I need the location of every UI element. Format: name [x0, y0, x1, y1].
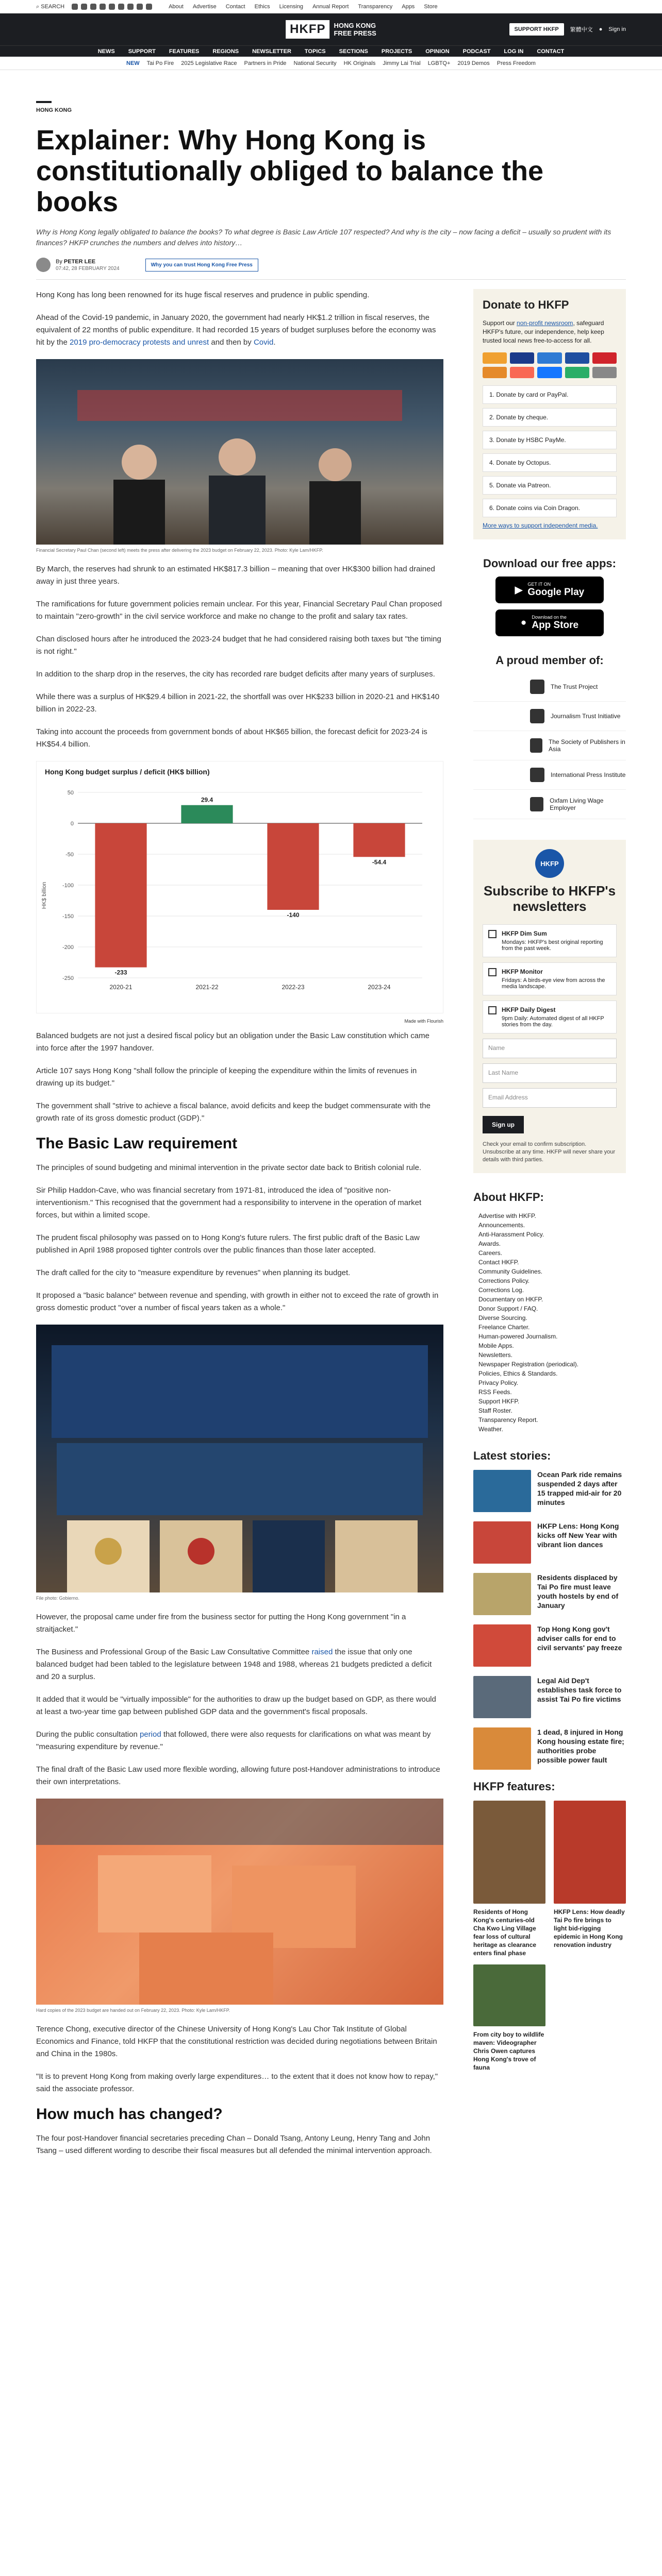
feature-thumb — [473, 1964, 545, 2026]
x-icon[interactable] — [81, 4, 87, 10]
app-store-button[interactable]: ● Download on the App Store — [495, 609, 604, 636]
patreon-icon — [510, 367, 534, 378]
photo-caption: Hard copies of the 2023 budget are handed out on February 22, 2023. Photo: Kyle Lam/HKFP. — [36, 2008, 230, 2013]
utility-link[interactable]: Transparency — [358, 4, 393, 10]
feature-headline[interactable]: From city boy to wildlife maven: Videographer Chris Owen captures Hong Kong's trove of fauna — [473, 2031, 544, 2071]
paragraph: Hong Kong has long been renowned for its huge fiscal reserves and prudence in public spending. — [36, 291, 370, 299]
subnav-new-label: NEW — [126, 60, 140, 66]
article-standfirst: Why is Hong Kong legally obligated to balance the books? To what degree is Basic Law Article 107 respected? And why is the city – now facing a deficit – usually so prudent with its finances? HKFP crunches the numbers and delves into history… — [36, 228, 611, 247]
apple-icon: ● — [520, 617, 527, 628]
nav-item[interactable]: NEWS — [97, 48, 115, 55]
newsletter-desc: Fridays: A birds-eye view from across the media landscape. — [502, 977, 605, 990]
paragraph: The final draft of the Basic Law used more flexible wording, allowing future post-Handover administrations to introduce their own interpretations. — [36, 1765, 440, 1786]
utility-links — [169, 4, 438, 10]
subnav-item[interactable]: LGBTQ+ — [427, 60, 451, 66]
about-link[interactable]: Corrections Policy. — [478, 1277, 530, 1284]
octopus-icon — [483, 367, 507, 378]
rss-icon[interactable] — [146, 4, 152, 10]
publish-date: 07:42, 28 FEBRUARY 2024 — [56, 265, 120, 272]
story-headline[interactable]: HKFP Lens: Hong Kong kicks off New Year with vibrant lion dances — [537, 1522, 619, 1549]
about-link[interactable]: Mobile Apps. — [478, 1342, 514, 1349]
photo-caption: File photo: Gobierno. — [36, 1596, 80, 1601]
latest-title: Latest stories: — [473, 1449, 551, 1462]
newsletter-desc: 9pm Daily: Automated digest of all HKFP stories from the day. — [502, 1015, 604, 1028]
about-link[interactable]: Weather. — [478, 1426, 503, 1433]
x-tick-label: 2020-21 — [109, 984, 133, 991]
feature-thumb — [554, 1801, 626, 1904]
data-label: -140 — [287, 911, 300, 919]
paragraph: The ramifications for future government policies remain unclear. For this year, Financial Secretary Paul Chan proposed to maintain "zero-growth" in the civil service workforce and make no change to the profit and salary tax rates. — [36, 600, 442, 621]
threads-icon[interactable] — [100, 4, 106, 10]
nav-item[interactable]: TOPICS — [304, 48, 326, 55]
section-heading: How much has changed? — [36, 2106, 223, 2123]
facebook-icon[interactable] — [72, 4, 78, 10]
paragraph: It proposed a "basic balance" between revenue and spending, with growth in either not to exceed the rate of growth in gross domestic product "over a number of fiscal years taken as a whole." — [36, 1291, 439, 1312]
utility-link[interactable]: Store — [424, 4, 438, 10]
bar — [181, 805, 233, 823]
newsletter-panel — [473, 840, 626, 1173]
telegram-icon[interactable] — [127, 4, 134, 10]
member-logo-item[interactable] — [473, 672, 626, 702]
mastercard-icon — [483, 352, 507, 364]
donate-option[interactable]: 4. Donate by Octopus. — [483, 453, 617, 472]
photo-caption: Financial Secretary Paul Chan (second left) meets the press after delivering the 2023 budget on February 22, 2023. Photo: Kyle Lam/HKFP. — [36, 548, 323, 553]
about-link[interactable]: Newspaper Registration (periodical). — [478, 1361, 579, 1368]
member-logo-item[interactable] — [473, 790, 626, 819]
paragraph: It added that it would be "virtually impossible" for the authorities to draw up the budget based on GDP, as there would at least a two-year time gap between published GDP data and the government's fiscal proposals. — [36, 1695, 436, 1716]
article-photo-1 — [36, 359, 443, 545]
about-link[interactable]: Support HKFP. — [478, 1398, 520, 1405]
about-link[interactable]: Careers. — [478, 1249, 503, 1257]
paragraph: By March, the reserves had shrunk to an estimated HK$817.3 billion – meaning that over HK$300 billion had drained away in just three years. — [36, 565, 435, 586]
nav-item[interactable]: NEWSLETTER — [252, 48, 291, 55]
features-section — [473, 1780, 626, 2072]
inline-link[interactable]: raised — [311, 1648, 333, 1656]
subscribe-note: Check your email to confirm subscription. Unsubscribe at any time. HKFP will never share your details with third parties. — [483, 1141, 616, 1163]
newsletter-option[interactable] — [483, 1001, 617, 1033]
paragraph: The Business and Professional Group of the Basic Law Consultative Committee raised the issue that only one balanced budget had been tabled to the legislature between 1948 and 1988, whereas 21 budgets predicted a deficit and 20 a surplus. — [36, 1648, 432, 1681]
paragraph: Terence Chong, executive director of the Chinese University of Hong Kong's Lau Chor Tak Institute of Global Economics and Finance, told HKFP that the constitutional restriction was decided during negotiations between Britain and China in the 1980s. — [36, 2025, 437, 2058]
brand-header — [0, 13, 662, 45]
alipay-icon — [537, 367, 561, 378]
inline-link[interactable]: 2019 pro-democracy protests and unrest — [70, 338, 209, 347]
story-item[interactable] — [473, 1727, 626, 1770]
story-item[interactable] — [473, 1624, 626, 1667]
paypal-icon — [565, 352, 589, 364]
google-play-button[interactable]: ▶ GET IT ON Google Play — [495, 577, 604, 603]
signup-button[interactable]: Sign up — [483, 1116, 524, 1133]
about-link[interactable]: Policies, Ethics & Standards. — [478, 1370, 558, 1377]
support-button[interactable]: SUPPORT HKFP — [509, 23, 564, 36]
newsletter-desc: Mondays: HKFP's best original reporting from the past week. — [502, 939, 603, 952]
paragraph: Article 107 says Hong Kong "shall follow the principle of keeping the expenditure within the limits of revenues in drawing up its budget." — [36, 1066, 417, 1088]
paragraph: The four post-Handover financial secretaries preceding Chan – Donald Tsang, Antony Leung, Henry Tang and John Tsang – used different wording to describe their fiscal measures but all defended the minimal intervention approach. — [36, 2134, 432, 2155]
article-category[interactable]: HONG KONG — [36, 107, 72, 113]
search-icon: ⌕ — [36, 3, 40, 10]
member-logo-item[interactable] — [473, 702, 626, 731]
about-link[interactable]: Diverse Sourcing. — [478, 1314, 527, 1321]
nav-item[interactable]: REGIONS — [212, 48, 239, 55]
member-logo-item[interactable] — [473, 731, 626, 760]
paragraph: The principles of sound budgeting and minimal intervention in the private sector date back to British colonial rule. — [36, 1163, 422, 1172]
checkbox[interactable] — [488, 968, 496, 976]
utility-link[interactable]: Ethics — [254, 4, 270, 10]
story-headline[interactable]: Ocean Park ride remains suspended 2 days after 15 trapped mid-air for 20 minutes — [537, 1470, 622, 1506]
utility-link[interactable]: Licensing — [279, 4, 304, 10]
article-photo-2 — [36, 1325, 443, 1592]
newsletter-name: HKFP Daily Digest — [502, 1006, 556, 1013]
last-name-input[interactable]: Last Name — [483, 1063, 617, 1083]
wechat-icon — [565, 367, 589, 378]
feature-thumb — [473, 1801, 545, 1904]
donate-option[interactable]: 6. Donate coins via Coin Dragon. — [483, 499, 617, 517]
paragraph: While there was a surplus of HK$29.4 billion in 2021-22, the shortfall was over HK$233 billion in 2020-21 and HK$140 billion in 2022-23. — [36, 692, 440, 714]
inline-link[interactable]: period — [139, 1730, 161, 1739]
member-logo-icon — [530, 797, 543, 811]
article-title: Explainer: Why Hong Kong is constitutionally obliged to balance the books — [36, 125, 544, 217]
subnav-item[interactable]: Tai Po Fire — [146, 60, 174, 66]
checkbox[interactable] — [488, 930, 496, 938]
google-play-icon: ▶ — [515, 584, 523, 596]
story-item[interactable] — [473, 1573, 626, 1615]
feature-headline[interactable]: Residents of Hong Kong's centuries-old Cha Kwo Ling Village fear loss of cultural heritage as clearance enters final phase — [473, 1908, 537, 1957]
paragraph: Chan disclosed hours after he introduced the 2023-24 budget that he had considered raising both taxes but "the timing is not right." — [36, 635, 441, 656]
author-name[interactable]: PETER LEE — [63, 258, 96, 265]
about-link[interactable]: Freelance Charter. — [478, 1324, 530, 1331]
email-icon[interactable] — [137, 4, 143, 10]
paragraph: The government shall "strive to achieve a fiscal balance, avoid deficits and keep the budget commensurate with the growth rate of its gross domestic product (GDP)." — [36, 1101, 431, 1123]
main-nav — [0, 45, 662, 57]
x-tick-label: 2021-22 — [195, 984, 219, 991]
story-item[interactable] — [473, 1676, 626, 1718]
story-thumb — [473, 1727, 531, 1770]
nav-item[interactable]: SECTIONS — [339, 48, 368, 55]
member-logo-icon — [530, 680, 544, 694]
y-tick-label: -50 — [65, 852, 74, 858]
story-thumb — [473, 1573, 531, 1615]
feature-headline[interactable]: HKFP Lens: How deadly Tai Po fire brings to light bid-rigging epidemic in Hong Kong renovation industry — [554, 1908, 625, 1948]
nav-item[interactable]: FEATURES — [169, 48, 200, 55]
search-link[interactable]: ⌕ SEARCH — [36, 3, 65, 10]
top-utility-bar — [0, 0, 662, 13]
member-logo-icon — [530, 768, 544, 782]
subnav-item[interactable]: 2025 Legislative Race — [181, 60, 237, 66]
donate-option[interactable]: 5. Donate via Patreon. — [483, 476, 617, 495]
chart-title: Hong Kong budget surplus / deficit (HK$ billion) — [45, 768, 210, 776]
email-input[interactable]: Email Address — [483, 1088, 617, 1108]
member-name: Journalism Trust Initiative — [551, 713, 621, 720]
signin-link[interactable]: Sign in — [608, 26, 626, 32]
nav-item[interactable]: PROJECTS — [381, 48, 412, 55]
utility-link[interactable]: Contact — [225, 4, 245, 10]
y-tick-label: -200 — [62, 944, 74, 951]
inline-link[interactable]: Covid — [253, 338, 274, 347]
member-logo-icon — [530, 738, 542, 753]
x-tick-label: 2022-23 — [282, 984, 305, 991]
about-link[interactable]: Awards. — [478, 1240, 501, 1247]
nav-item[interactable]: CONTACT — [537, 48, 565, 55]
about-link[interactable]: Corrections Log. — [478, 1286, 524, 1294]
nav-item[interactable]: LOG IN — [504, 48, 524, 55]
linkedin-icon[interactable] — [109, 4, 115, 10]
y-tick-label: -250 — [62, 975, 74, 981]
paragraph: In addition to the sharp drop in the reserves, the city has recorded rare budget deficits after many years of surpluses. — [36, 670, 435, 679]
payment-icons — [483, 352, 617, 378]
article-photo-3 — [36, 1799, 443, 2005]
bar — [95, 823, 146, 968]
donate-option[interactable]: 3. Donate by HSBC PayMe. — [483, 431, 617, 449]
logo-mark: HKFP — [286, 20, 329, 39]
trust-badge-link[interactable]: Why you can trust Hong Kong Free Press — [145, 259, 258, 272]
data-label: -54.4 — [372, 858, 387, 866]
section-heading: The Basic Law requirement — [36, 1135, 238, 1152]
instagram-icon[interactable] — [90, 4, 96, 10]
user-icon[interactable]: ● — [599, 26, 603, 32]
chart-svg — [37, 782, 443, 1009]
story-thumb — [473, 1470, 531, 1512]
subscribe-title: Subscribe to HKFP's newsletters — [483, 883, 616, 914]
member-name: Oxfam Living Wage Employer — [550, 797, 604, 811]
about-link[interactable]: Announcements. — [478, 1222, 525, 1229]
payme-icon — [592, 352, 617, 364]
member-logo-icon — [530, 709, 544, 723]
paragraph: Taking into account the proceeds from government bonds of about HK$65 billion, the forecast deficit for 2023-24 is HK$54.4 billion. — [36, 727, 427, 749]
logo-line-1: HONG KONG — [334, 22, 376, 29]
feature-item[interactable] — [473, 1964, 545, 2072]
utility-link[interactable]: Apps — [402, 4, 415, 10]
y-tick-label: 0 — [70, 821, 74, 827]
about-section — [473, 1191, 626, 1434]
nav-item[interactable]: OPINION — [425, 48, 450, 55]
paragraph: However, the proposal came under fire from the business sector for putting the Hong Kong government "in a straitjacket." — [36, 1613, 406, 1634]
newsletter-option[interactable] — [483, 924, 617, 957]
more-ways-link[interactable]: More ways to support independent media. — [483, 522, 598, 529]
about-link[interactable]: Privacy Policy. — [478, 1379, 519, 1386]
about-link[interactable]: Donor Support / FAQ. — [478, 1305, 538, 1312]
bar — [353, 823, 405, 857]
bank-icon — [592, 367, 617, 378]
story-thumb — [473, 1676, 531, 1718]
y-tick-label: -150 — [62, 913, 74, 920]
about-title: About HKFP: — [473, 1191, 544, 1204]
byline — [36, 258, 626, 272]
feature-item[interactable] — [473, 1801, 545, 1957]
nav-item[interactable]: SUPPORT — [128, 48, 156, 55]
youtube-icon[interactable] — [118, 4, 124, 10]
latest-stories — [473, 1449, 626, 1770]
sub-nav — [0, 57, 662, 70]
newsletter-name: HKFP Monitor — [502, 968, 543, 975]
y-tick-label: 50 — [67, 790, 74, 796]
about-link[interactable]: Documentary on HKFP. — [478, 1296, 543, 1303]
hkfp-icon: HKFP — [535, 849, 564, 878]
language-link[interactable]: 繁體中文 — [570, 27, 593, 33]
about-link[interactable]: Transparency Report. — [478, 1416, 538, 1423]
story-headline[interactable]: 1 dead, 8 injured in Hong Kong housing estate fire; authorities probe possible power fault — [537, 1728, 624, 1764]
story-item[interactable] — [473, 1470, 626, 1512]
y-tick-label: -100 — [62, 883, 74, 889]
flourish-credit[interactable]: Made with Flourish — [404, 1019, 443, 1024]
paragraph: "It is to prevent Hong Kong from making overly large expenditures… to the extent that it does not know how to repay," said the associate professor. — [36, 2072, 438, 2093]
logo-line-2: FREE PRESS — [334, 29, 376, 37]
story-thumb — [473, 1521, 531, 1564]
subnav-item[interactable]: Press Freedom — [496, 60, 536, 66]
apps-heading: Download our free apps: — [483, 557, 616, 570]
member-logo-item[interactable] — [473, 760, 626, 790]
subnav-item[interactable]: 2019 Demos — [457, 60, 490, 66]
member-name: The Trust Project — [551, 683, 598, 690]
about-link[interactable]: Human-powered Journalism. — [478, 1333, 558, 1340]
utility-link[interactable]: Annual Report — [312, 4, 349, 10]
paragraph: Sir Philip Haddon-Cave, who was financial secretary from 1971-81, introduced the idea of "positive non-interventionism." This recognised that the government had a responsibility to intervene in the operation of market forces, but within a limited scope. — [36, 1186, 422, 1219]
paragraph: The draft called for the city to "measure expenditure by revenues" when planning its budget. — [36, 1268, 351, 1277]
member-name: International Press Institute — [551, 771, 626, 778]
site-logo[interactable] — [286, 20, 376, 39]
nav-item[interactable]: PODCAST — [462, 48, 491, 55]
y-axis-label: HK$ billion — [41, 882, 47, 909]
first-name-input[interactable]: Name — [483, 1039, 617, 1058]
story-headline[interactable]: Legal Aid Dep't establishes task force to assist Tai Po fire victims — [537, 1676, 622, 1703]
subnav-item[interactable]: National Security — [293, 60, 337, 66]
about-link[interactable]: RSS Feeds. — [478, 1388, 512, 1396]
subnav-item[interactable]: Jimmy Lai Trial — [383, 60, 421, 66]
amex-icon — [537, 352, 561, 364]
paragraph: Ahead of the Covid-19 pandemic, in January 2020, the government had nearly HK$1.2 trillion in fiscal reserves, the equivalent of 22 months of public expenditure. It had recorded 15 years of budget surpluses before the economy was hit by the 2019 pro-democracy protests and unrest and then by Covid. — [36, 313, 436, 347]
donate-option[interactable]: 2. Donate by cheque. — [483, 408, 617, 427]
about-link[interactable]: Anti-Harassment Policy. — [478, 1231, 544, 1238]
story-item[interactable] — [473, 1521, 626, 1564]
newsletter-name: HKFP Dim Sum — [502, 930, 547, 937]
features-title: HKFP features: — [473, 1780, 555, 1793]
utility-link[interactable]: About — [169, 4, 184, 10]
about-link[interactable]: Newsletters. — [478, 1351, 513, 1359]
utility-link[interactable]: Advertise — [192, 4, 217, 10]
data-label: 29.4 — [201, 796, 213, 804]
about-link[interactable]: Contact HKFP. — [478, 1259, 519, 1266]
kicker-rule — [36, 101, 52, 103]
story-headline[interactable]: Residents displaced by Tai Po fire must leave youth hostels by end of January — [537, 1573, 619, 1609]
member-name: The Society of Publishers in Asia — [549, 738, 625, 753]
about-link[interactable]: Advertise with HKFP. — [478, 1212, 536, 1219]
donate-option[interactable]: 1. Donate by card or PayPal. — [483, 385, 617, 404]
data-label: -233 — [114, 969, 127, 976]
x-tick-label: 2023-24 — [368, 984, 391, 991]
checkbox[interactable] — [488, 1006, 496, 1014]
story-headline[interactable]: Top Hong Kong gov't adviser calls for end to civil servants' pay freeze — [537, 1625, 622, 1652]
paragraph: Balanced budgets are not just a desired fiscal policy but an obligation under the Basic Law constitution which came into force after the 1997 handover. — [36, 1031, 429, 1053]
members-heading: A proud member of: — [495, 654, 604, 667]
paragraph: The prudent fiscal philosophy was passed on to Hong Kong's future rulers. The first public draft of the Basic Law published in April 1988 proposed tighter controls over the public finances than those later accepted. — [36, 1233, 420, 1255]
subnav-item[interactable]: HK Originals — [343, 60, 376, 66]
about-link[interactable]: Staff Roster. — [478, 1407, 512, 1414]
donate-link[interactable]: non-profit newsroom — [517, 319, 573, 327]
paragraph: During the public consultation period that followed, there were also requests for clarifications on what was meant by "measuring expenditure by revenue." — [36, 1730, 431, 1751]
story-thumb — [473, 1624, 531, 1667]
sidebar — [473, 289, 626, 2167]
subnav-item[interactable]: Partners in Pride — [244, 60, 287, 66]
feature-item[interactable] — [554, 1801, 626, 1957]
budget-chart — [36, 761, 443, 1013]
social-icons — [72, 4, 152, 10]
visa-icon — [510, 352, 534, 364]
bar — [267, 823, 319, 910]
by-label: By — [56, 258, 62, 265]
article-body — [36, 289, 443, 2167]
author-avatar — [36, 258, 51, 272]
donate-panel: Donate to HKFP Support our non-profit newsroom, safeguard HKFP's future, our independence, help keep trusted local news free-to-access for all. 1. Donate by card or PayPal. 2. Donate by cheque. 3. Donate by HSBC PayMe. 4. Donate by Octopus. 5. Donate via Patreon. 6. Donate coins via Coin Dragon. More ways to support independent media. — [473, 289, 626, 539]
about-link[interactable]: Community Guidelines. — [478, 1268, 543, 1275]
newsletter-option[interactable] — [483, 962, 617, 995]
donate-title: Donate to HKFP — [483, 298, 569, 311]
